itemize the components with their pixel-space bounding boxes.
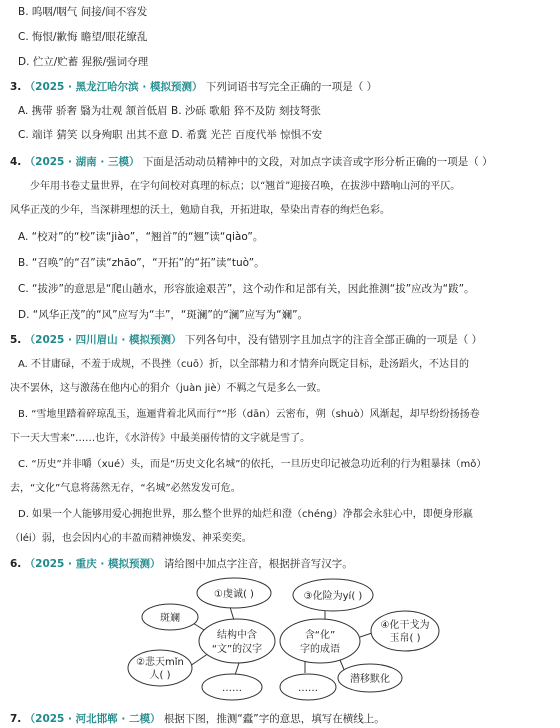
- q4-passage-1: 少年用书卷丈量世界，在字句间校对真理的标点；以“翘首”迎接召唤，在拔涉中踏响山河的平仄。: [30, 181, 461, 192]
- center-right-line2: 字的成语: [300, 644, 340, 655]
- q3-options-ab: A. 携带 骄奢 翳为壮观 颔首低眉 B. 沙砾 歌船 猝不及防 刻技弩张: [18, 105, 321, 117]
- q6-stem: 请给图中加点字注音，根据拼音写汉字。: [163, 558, 353, 570]
- node-m2-label-2: 玉帛( ): [389, 633, 421, 644]
- mind-map-diagram: [0, 565, 560, 715]
- question-4: [10, 155, 493, 169]
- q4-option-c: C. “拔涉”的意思是“爬山趟水，形容旅途艰苦”，这个动作和足部有关，因此推测“拔”应改为“跋”。: [18, 283, 475, 295]
- node-m4-label: ……: [298, 683, 318, 694]
- q5-option-c-1: C. “历史”并非嚼（xué）头，而是“历史文化名城”的依托，一旦历史印记被急功近利的行为粗暴抹（mǒ）: [18, 459, 487, 470]
- question-7: [10, 712, 385, 726]
- q5-option-b-2: 下一天大雪来”……也许，《水浒传》中最美丽传情的文字就是雪了。: [10, 433, 311, 444]
- q6-source: （2025 · 重庆 · 模拟预测）: [24, 558, 161, 570]
- node-m2: [371, 611, 439, 651]
- q4-passage-2: 风华正茂的少年，当深耕理想的沃土，勉励自我，开拓进取，晕染出青春的绚烂色彩。: [10, 205, 390, 216]
- node-m3-label: 潜移默化: [350, 674, 390, 685]
- option-c-prev: C. 悔恨/歉悔 瞻望/眼花缭乱: [18, 31, 148, 43]
- q3-stem: 下列词语书写完全正确的一项是（ ）: [205, 81, 378, 93]
- q5-option-d-1: D. 如果一个人能够用爱心拥抱世界，那么整个世界的灿烂和澄（chéng）净都会永驻心中，即便身形羸: [18, 509, 473, 520]
- question-5: [10, 333, 482, 347]
- q4-option-a: A. “校对”的“校”读“jiào”，“翘首”的“翘”读“qiào”。: [18, 231, 264, 243]
- q3-source: （2025 · 黑龙江哈尔滨 · 模拟预测）: [24, 81, 203, 93]
- node-3-label-2: 人( ): [149, 670, 171, 681]
- q4-option-b: B. “召唤”的“召”读“zhāo”，“开拓”的“拓”读“tuò”。: [18, 257, 265, 269]
- q5-option-d-2: （léi）弱，也会因内心的丰盈而精神焕发、神采奕奕。: [10, 533, 252, 544]
- center-left-line1: 结构中含: [217, 630, 257, 641]
- q4-source: （2025 · 湖南 · 三模）: [24, 156, 140, 168]
- node-2-label: 斑斓: [160, 613, 180, 624]
- node-m2-label-1: ④化干戈为: [380, 620, 430, 631]
- q5-option-c-2: 去，“文化”气息将荡然无存，“名城”必然发发可危。: [10, 483, 241, 494]
- q4-number: 4.: [10, 156, 22, 168]
- node-3-label-1: ②悲天mǐn: [136, 657, 184, 668]
- connector: [360, 633, 372, 637]
- node-m1-label: ③化险为yí( ): [303, 591, 363, 602]
- question-3: [10, 80, 377, 94]
- option-d-prev: D. 伫立/贮蓄 猩猴/强词夺理: [18, 56, 149, 68]
- q3-number: 3.: [10, 81, 22, 93]
- node-1-label: ①虔诚( ): [214, 589, 254, 600]
- q7-stem: 根据下图，推测“蠹”字的意思，填写在横线上。: [163, 713, 385, 725]
- q7-number: 7.: [10, 713, 22, 725]
- center-node-right: [280, 619, 360, 663]
- q5-option-b-1: B. “雪地里踏着碎琼乱玉，迤逦背着北风而行”“彤（dān）云密布，朔（shuò）风渐起，却早纷纷扬扬卷: [18, 409, 480, 420]
- option-b-prev: B. 呜咽/咽气 间接/间不容发: [18, 6, 148, 18]
- q3-options-cd: C. 端详 猜笑 以身殉职 出其不意 D. 希冀 光芒 百度代举 惊惧不安: [18, 129, 323, 141]
- q4-option-d: D. “风华正茂”的“风”应写为“丰”，“斑澜”的“澜”应写为“斓”。: [18, 309, 309, 321]
- q5-source: （2025 · 四川眉山 · 模拟预测）: [24, 334, 182, 346]
- q5-number: 5.: [10, 334, 22, 346]
- q4-stem: 下面是活动动员精神中的文段，对加点字读音或字形分析正确的一项是（ ）: [142, 156, 493, 168]
- node-4-label: ……: [222, 683, 242, 694]
- center-left-line2: “文”的汉字: [211, 644, 263, 655]
- q6-number: 6.: [10, 558, 22, 570]
- center-right-line1: 含“化”: [304, 630, 336, 641]
- q7-source: （2025 · 河北邯郸 · 二模）: [24, 713, 161, 725]
- q5-option-a-1: A. 不甘庸碌，不羞于成规，不畏挫（cuō）折，以全部精力和才情奔向既定目标，赴汤蹈火，不达目的: [18, 359, 469, 370]
- q5-option-a-2: 决不罢休，这与激荡在他内心的狷介（juàn jiè）不羁之气是多么一致。: [10, 383, 327, 394]
- q5-stem: 下列各句中，没有错别字且加点字的注音全部正确的一项是（ ）: [184, 334, 483, 346]
- center-node-left: [199, 619, 275, 663]
